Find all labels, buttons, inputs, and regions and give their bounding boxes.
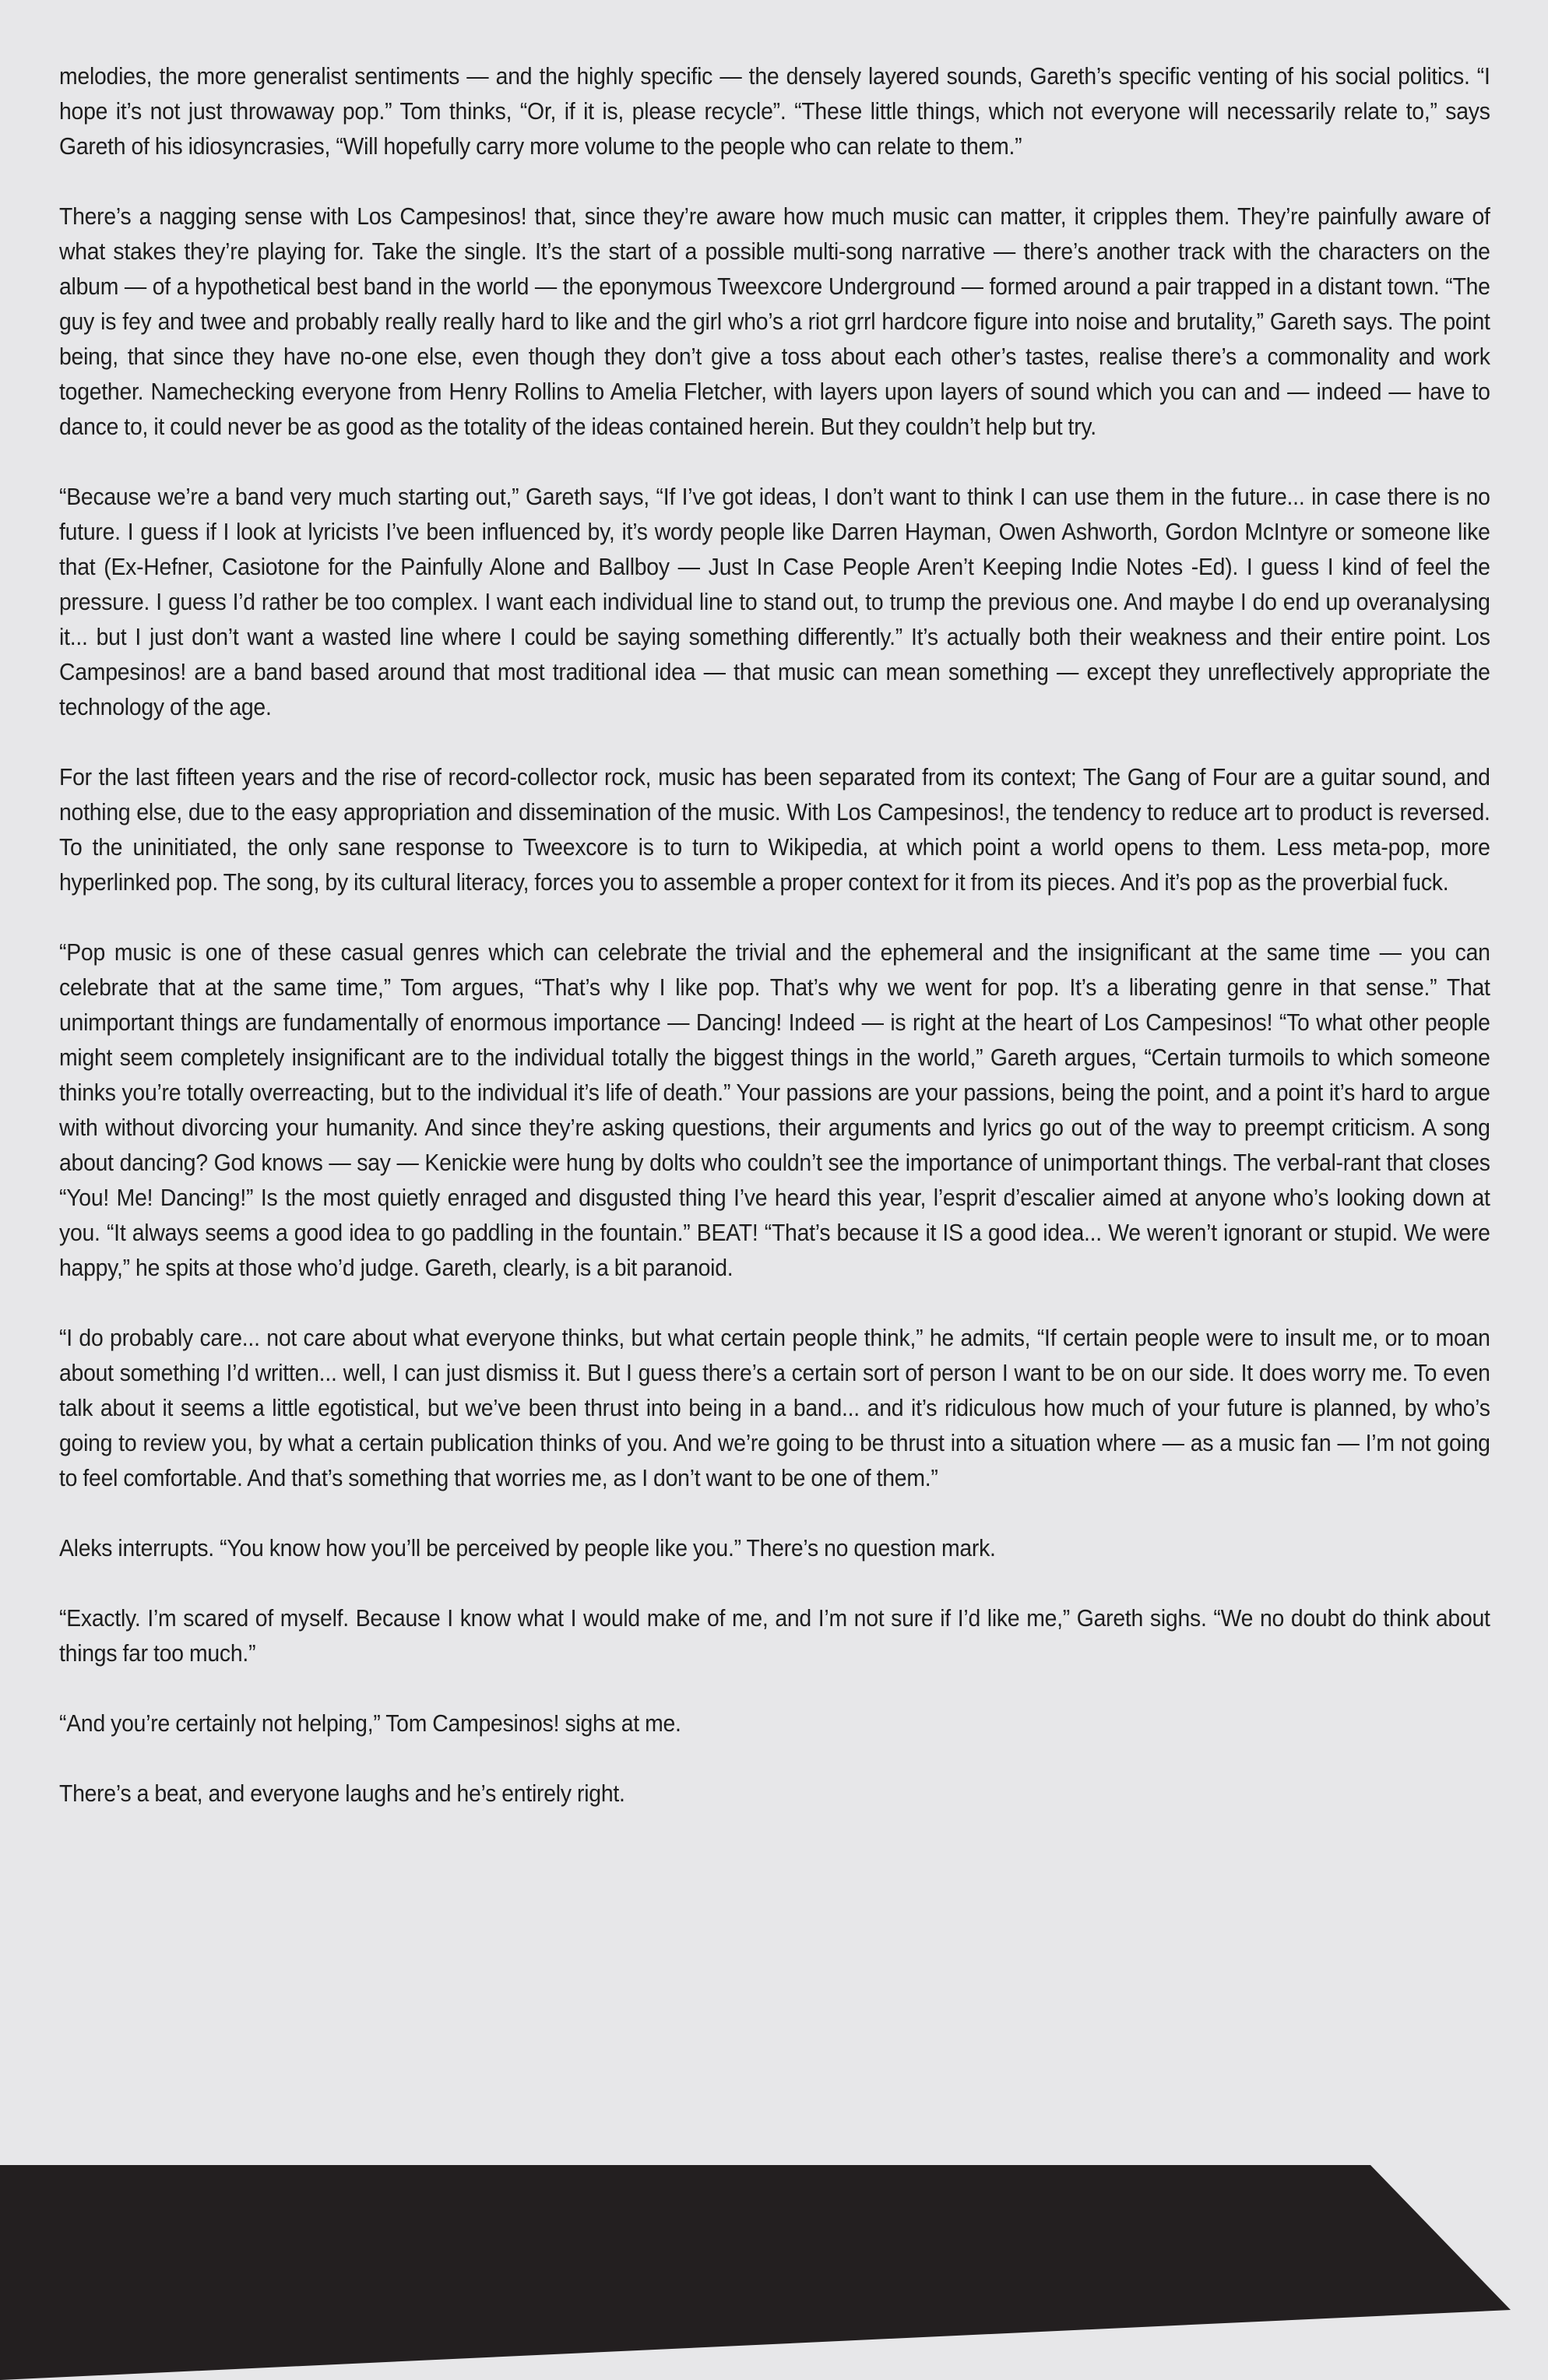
paragraph: For the last fifteen years and the rise of record-collector rock, music has been separated from its context; The Gang of Four are a guitar sound, and nothing else, due to the easy appropriation and dissemination of the music. With Los Campesinos!, the tendency to reduce art to product is reversed. To the uninitiated, the only sane response to Tweexcore is to turn to Wikipedia, at which point a world opens to them. Less meta-pop, more hyperlinked pop. The song, by its cultural literacy, forces you to assemble a proper context for it from its pieces. And it’s pop as the proverbial fuck. [59, 764, 1490, 896]
paragraph: “And you’re certainly not helping,” Tom Campesinos! sighs at me. [59, 1710, 681, 1737]
paragraph: There’s a nagging sense with Los Campesinos! that, since they’re aware how much music can matter, it cripples them. They’re painfully aware of what stakes they’re playing for. Take the single. It’s the start of a possible multi-song narrative — there’s another track with the characters on the album — of a hypothetical best band in the world — the eponymous Tweexcore Underground — formed around a pair trapped in a distant town. “The guy is fey and twee and probably really really hard to like and the girl who’s a riot grrl hardcore figure into noise and brutality,” Gareth says. The point being, that since they have no-one else, even though they don’t give a toss about each other’s tastes, realise there’s a commonality and work together. Namechecking everyone from Henry Rollins to Amelia Fletcher, with layers upon layers of sound which you can and — indeed — have to dance to, it could never be as good as the totality of the ideas contained herein. But they couldn’t help but try. [59, 203, 1490, 440]
paragraph: “Because we’re a band very much starting out,” Gareth says, “If I’ve got ideas, I don’t want to think I can use them in the future... in case there is no future. I guess if I look at lyricists I’ve been influenced by, it’s wordy people like Darren Hayman, Owen Ashworth, Gordon McIntyre or someone like that (Ex-Hefner, Casiotone for the Painfully Alone and Ballboy — Just In Case People Aren’t Keeping Indie Notes -Ed). I guess I kind of feel the pressure. I guess I’d rather be too complex. I want each individual line to stand out, to trump the previous one. And maybe I do end up overanalysing it... but I just don’t want a wasted line where I could be saying something differently.” It’s actually both their weakness and their entire point. Los Campesinos! are a band based around that most traditional idea — that music can mean something — except they unreflectively appropriate the technology of the age. [59, 484, 1490, 720]
paragraph: “Exactly. I’m scared of myself. Because I know what I would make of me, and I’m not sure if I’d like me,” Gareth sighs. “We no doubt do think about things far too much.” [59, 1605, 1490, 1667]
paragraph: There’s a beat, and everyone laughs and he’s entirely right. [59, 1780, 625, 1807]
paragraph: “Pop music is one of these casual genres which can celebrate the trivial and the ephemeral and the insignificant at the same time — you can celebrate that at the same time,” Tom argues, “That’s why I like pop. That’s why we went for pop. It’s a liberating genre in that sense.” That unimportant things are fundamentally of enormous importance — Dancing! Indeed — is right at the heart of Los Campesinos! “To what other people might seem completely insignificant are to the individual totally the biggest things in the world,” Gareth argues, “Certain turmoils to which someone thinks you’re totally overreacting, but to the individual it’s life of death.” Your passions are your passions, being the point, and a point it’s hard to argue with without divorcing your humanity. And since they’re asking questions, their arguments and lyrics go out of the way to preempt criticism. A song about dancing? God knows — say — Kenickie were hung by dolts who couldn’t see the importance of unimportant things. The verbal-rant that closes “You! Me! Dancing!” Is the most quietly enraged and disgusted thing I’ve heard this year, l’esprit d’escalier aimed at anyone who’s looking down at you. “It always seems a good idea to go paddling in the fountain.” BEAT! “That’s because it IS a good idea... We weren’t ignorant or stupid. We were happy,” he spits at those who’d judge. Gareth, clearly, is a bit paranoid. [59, 939, 1490, 1281]
paragraph: “I do probably care... not care about what everyone thinks, but what certain people think,” he admits, “If certain people were to insult me, or to moan about something I’d written... well, I can just dismiss it. But I guess there’s a certain sort of person I want to be on our side. It does worry me. To even talk about it seems a little egotistical, but we’ve been thrust into being in a band... and it’s ridiculous how much of your future is planned, by who’s going to review you, by what a certain publication thinks of you. And we’re going to be thrust into a situation where — as a music fan — I’m not going to feel comfortable. And that’s something that worries me, as I don’t want to be one of them.” [59, 1325, 1490, 1491]
footer-banner-shape [0, 2165, 1548, 2380]
article-body [59, 59, 1490, 1847]
paragraph: melodies, the more generalist sentiments — and the highly specific — the densely layered sounds, Gareth’s specific venting of his social politics. “I hope it’s not just throwaway pop.” Tom thinks, “Or, if it is, please recycle”. “These little things, which not everyone will necessarily relate to,” says Gareth of his idiosyncrasies, “Will hopefully carry more volume to the people who can relate to them.” [59, 63, 1490, 160]
footer-banner-polygon [0, 2165, 1511, 2380]
paragraph: Aleks interrupts. “You know how you’ll be perceived by people like you.” There’s no question mark. [59, 1535, 996, 1561]
